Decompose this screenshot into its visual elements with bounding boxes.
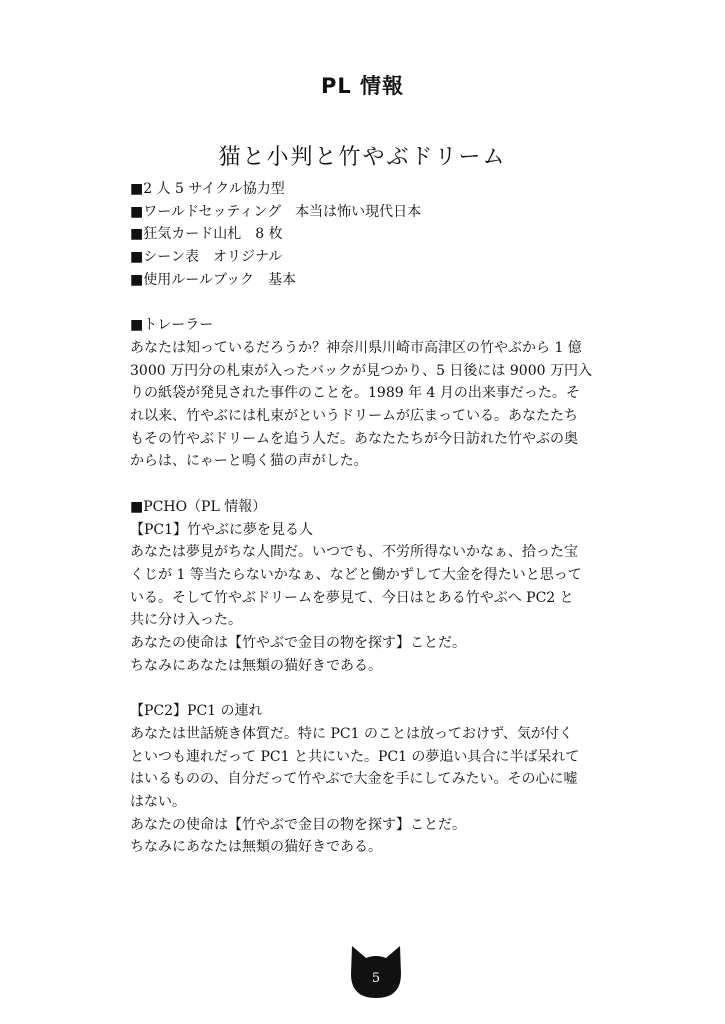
pc1-heading: 【PC1】竹やぶに夢を見る人 (130, 521, 314, 538)
trailer-section (130, 314, 600, 473)
page-header-title: PL 情報 (320, 74, 405, 98)
paragraph-line: もその竹やぶドリームを追う人だ。あなたたちが今日訪れた竹やぶの奥 (130, 430, 578, 447)
paragraph-line: あなたは夢見がちな人間だ。いつでも、不労所得ないかなぁ、拾った宝 (130, 544, 578, 561)
paragraph-line: ちなみにあなたは無類の猫好きである。 (130, 839, 382, 856)
paragraph-line: 共に分け入った。 (130, 612, 242, 629)
body-text (130, 178, 600, 859)
pc2-section (130, 700, 600, 859)
paragraph-line: からは、にゃーと鳴く猫の声がした。 (130, 453, 368, 470)
paragraph-line: はいるものの、自分だって竹やぶで大金を手にしてみたい。その心に嘘 (130, 771, 578, 788)
paragraph-line: はない。 (130, 793, 186, 810)
paragraph-line: ちなみにあなたは無類の猫好きである。 (130, 657, 382, 674)
page-number: 5 (371, 971, 381, 986)
paragraph-line: あなたは知っているだろうか？神奈川県川崎市高津区の竹やぶから 1 億 (130, 339, 582, 356)
paragraph-line: りの紙袋が発見された事件のことを。1989 年 4 月の出来事だった。そ (130, 385, 580, 402)
section-heading: ■トレーラー (130, 317, 214, 334)
paragraph-line: あなたは世話焼き体質だ。特に PC1 のことは放っておけず、気が付く (130, 725, 573, 742)
spec-item: ■使用ルールブック 基本 (130, 271, 296, 288)
paragraph-line: 3000 万円分の札束が入ったバックが見つかり、5 日後には 9000 万円入 (130, 362, 592, 379)
section-heading: ■PCHO（PL 情報） (130, 498, 267, 515)
spec-list (130, 178, 600, 292)
spec-item: ■シーン表 オリジナル (130, 249, 283, 266)
spec-item: ■狂気カード山札 8 枚 (130, 226, 283, 243)
paragraph-line: あなたの使命は【竹やぶで金目の物を探す】ことだ。 (130, 816, 466, 833)
spec-item: ■2 人 5 サイクル協力型 (130, 181, 285, 197)
paragraph-line: いる。そして竹やぶドリームを夢見て、今日はとある竹やぶへ PC2 と (130, 589, 574, 606)
spec-item: ■ワールドセッティング 本当は怖い現代日本 (130, 203, 422, 220)
paragraph-line: くじが 1 等当たらないかなぁ、などと働かずして大金を得たいと思って (130, 566, 582, 583)
paragraph-line: といつも連れだって PC1 と共にいた。PC1 の夢追い具合に半ば呆れて (130, 748, 580, 765)
paragraph-line: あなたの使命は【竹やぶで金目の物を探す】ことだ。 (130, 635, 466, 652)
page-number-badge (348, 944, 404, 1000)
pcho-section (130, 496, 600, 678)
pc2-heading: 【PC2】PC1 の連れ (130, 703, 263, 720)
scenario-title: 猫と小判と竹やぶドリーム (218, 145, 507, 170)
paragraph-line: れ以来、竹やぶには札束がというドリームが広まっている。あなたたち (130, 408, 578, 425)
